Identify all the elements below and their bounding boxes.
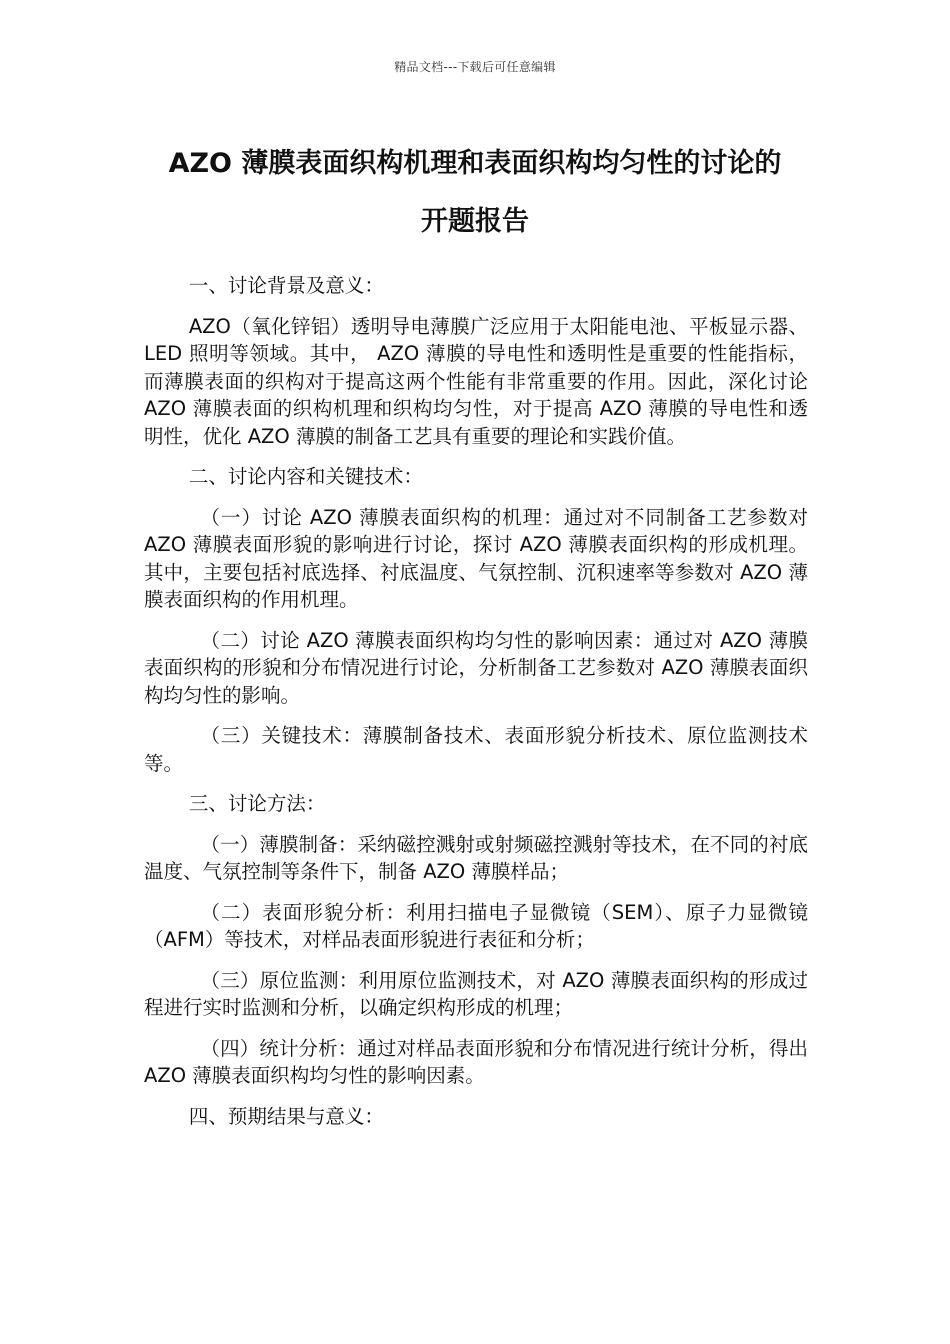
paragraph-background: AZO（氧化锌铝）透明导电薄膜广泛应用于太阳能电池、平板显示器、 LED 照明等领域。其中， AZO 薄膜的导电性和透明性是重要的性能指标，而薄膜表面的织构对于提高这两个性能有非常重要的作用。因此，深化讨论 AZO 薄膜表面的织构机理和织构均匀性，对于提高 AZO 薄膜的导电性和透明性，优化 AZO 薄膜的制备工艺具有重要的理论和实践价值。 <box>144 314 808 448</box>
section-heading-expected-results: 四、预期结果与意义： <box>188 1104 384 1128</box>
paragraph-method-item-1: （一）薄膜制备：采纳磁控溅射或射频磁控溅射等技术，在不同的衬底温度、气氛控制等条件下，制备 AZO 薄膜样品； <box>144 832 808 883</box>
section-heading-methods: 三、讨论方法： <box>188 792 326 815</box>
title-line-2: 开题报告 <box>421 206 529 237</box>
section-heading-background: 一、讨论背景及意义： <box>188 274 384 297</box>
paragraph-method-item-3: （三）原位监测：利用原位监测技术，对 AZO 薄膜表面织构的形成过程进行实时监测和分析，以确定织构形成的机理； <box>144 968 808 1019</box>
header-note: 精品文档---下载后可任意编辑 <box>394 60 556 74</box>
paragraph-content-item-3: （三）关键技术：薄膜制备技术、表面形貌分析技术、原位监测技术等。 <box>144 724 808 775</box>
paragraph-content-item-1: （一）讨论 AZO 薄膜表面织构的机理：通过对不同制备工艺参数对 AZO 薄膜表面形貌的影响进行讨论，探讨 AZO 薄膜表面织构的形成机理。其中，主要包括衬底选择、衬底温度、气氛控制、沉积速率等参数对 AZO 薄膜表面织构的作用机理。 <box>144 505 808 611</box>
title-line-1: AZO 薄膜表面织构机理和表面织构均匀性的讨论的 <box>168 148 782 179</box>
paragraph-content-item-2: （二）讨论 AZO 薄膜表面织构均匀性的影响因素：通过对 AZO 薄膜表面织构的形貌和分布情况进行讨论，分析制备工艺参数对 AZO 薄膜表面织构均匀性的影响。 <box>144 628 808 707</box>
document-title <box>120 135 830 251</box>
paragraph-method-item-4: （四）统计分析：通过对样品表面形貌和分布情况进行统计分析，得出 AZO 薄膜表面织构均匀性的影响因素。 <box>144 1036 808 1087</box>
section-heading-content: 二、讨论内容和关键技术： <box>188 465 423 488</box>
document-body <box>144 272 808 1143</box>
paragraph-method-item-2: （二）表面形貌分析：利用扫描电子显微镜（SEM）、原子力显微镜（AFM）等技术，对样品表面形貌进行表征和分析； <box>144 900 808 951</box>
